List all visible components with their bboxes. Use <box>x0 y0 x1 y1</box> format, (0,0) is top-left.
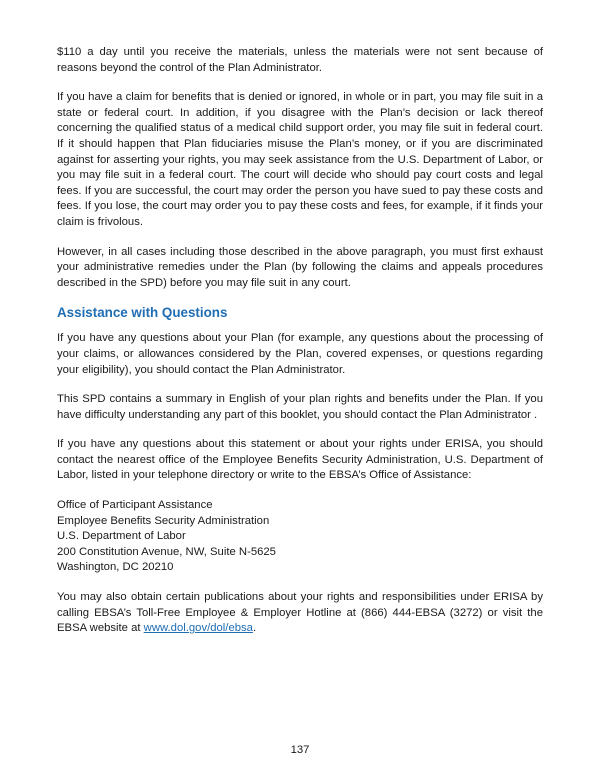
page-number: 137 <box>290 744 310 756</box>
address-line: Employee Benefits Security Administration <box>57 514 270 527</box>
paragraph-publications <box>57 590 543 637</box>
address-line: U.S. Department of Labor <box>57 530 186 543</box>
paragraph-erisa-questions: If you have any questions about this statement or about your rights under ERISA, you should contact the nearest office of the Employee Benefits Security Administration, U.S. Department of Labor, listed in your telephone directory or write to the EBSA’s Office of Assistance: <box>57 438 543 482</box>
address-line: 200 Constitution Avenue, NW, Suite N-5625 <box>57 545 276 558</box>
ebsa-website-link[interactable]: www.dol.gov/dol/ebsa <box>143 622 253 635</box>
mailing-address <box>57 498 543 576</box>
publications-end: . <box>252 622 257 635</box>
paragraph-file-suit: If you have a claim for benefits that is denied or ignored, in whole or in part, you may file suit in a state or federal court. In addition, if you disagree with the Plan’s decision or lack thereof concerning the qualified status of a medical child support order, you may file suit in federal court. If it should happen that Plan fiduciaries misuse the Plan’s money, or if you are discriminated against for asserting your rights, you may seek assistance from the U.S. Department of Labor, or you may file suit in a federal court. The court will decide who should pay court costs and legal fees. If you are successful, the court may order the person you have sued to pay these costs and fees. If you lose, the court may order you to pay these costs and fees, for example, if it finds your claim is frivolous. <box>57 91 543 228</box>
publications-text: You may also obtain certain publications about your rights and responsibilities under ERISA by calling EBSA’s Toll-Free Employee & Employer Hotline at (866) 444-EBSA (3272) or visit the EBSA website at <box>57 591 543 635</box>
section-heading-assistance: Assistance with Questions <box>57 305 228 321</box>
paragraph-penalty: $110 a day until you receive the materials, unless the materials were not sent because of reasons beyond the control of the Plan Administrator. <box>57 46 543 74</box>
paragraph-plan-questions: If you have any questions about your Plan (for example, any questions about the processing of your claims, or allowances considered by the Plan, covered expenses, or questions regarding your eligibility), you should contact the Plan Administrator. <box>57 332 543 376</box>
paragraph-exhaust-remedies: However, in all cases including those described in the above paragraph, you must first exhaust your administrative remedies under the Plan (by following the claims and appeals procedures described in the SPD) before you may file suit in any court. <box>57 245 543 289</box>
paragraph-spd-summary: This SPD contains a summary in English of your plan rights and benefits under the Plan. If you have difficulty understanding any part of this booklet, you should contact the Plan Administrator . <box>57 393 543 421</box>
address-line: Washington, DC 20210 <box>57 561 174 574</box>
address-line: Office of Participant Assistance <box>57 499 213 512</box>
